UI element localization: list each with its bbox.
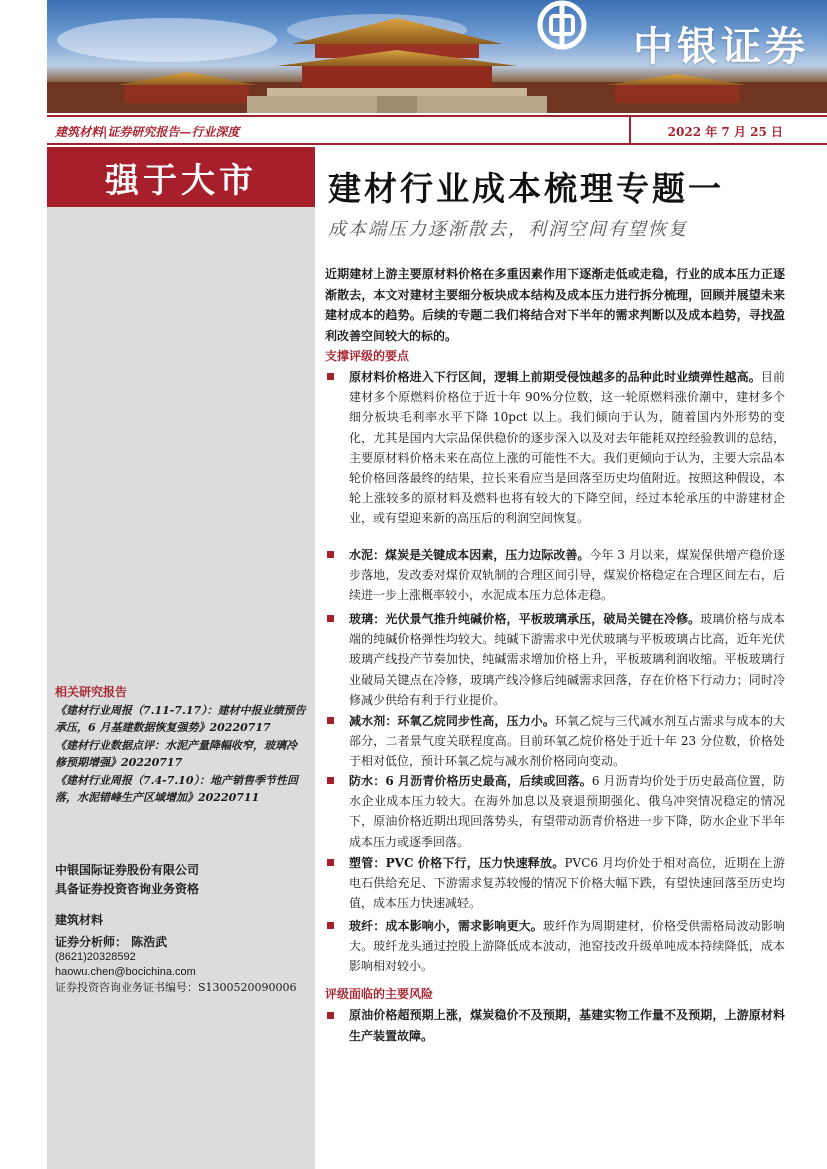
- bullet-item: [325, 545, 785, 606]
- company-info: [55, 861, 199, 899]
- boc-logo-icon: [537, 0, 587, 50]
- bullet-item: [325, 853, 785, 914]
- risk-text: 原油价格超预期上涨，煤炭稳价不及预期，基建实物工作量不及预期，上游原材料生产装置故障。: [349, 1008, 785, 1043]
- bullet-marker: [327, 922, 334, 929]
- bullet-body: 环氧乙烷与三代减水剂互占需求与成本的大部分，二者景气度关联程度高。目前环氧乙烷价格处于近十年 23 分位数，价格处于相对低位，预计环氧乙烷与减水剂价格同向变动。: [349, 714, 785, 769]
- bullet-marker: [327, 373, 334, 380]
- bullet-item: [325, 609, 785, 710]
- report-date: 2022 年 7 月 25 日: [667, 125, 783, 139]
- bullet-body: 玻纤作为周期建材，价格受供需格局波动影响大。玻纤龙头通过控股上游降低成本波动，池窑技改升级单吨成本持续降低，成本影响相对较小。: [349, 919, 785, 974]
- sector-name: 建筑材料: [55, 913, 104, 927]
- bullet-body: 玻璃价格与成本端的纯碱价格弹性均较大。纯碱下游需求中光伏玻璃与平板玻璃占比高，近年光伏玻璃产线投产节奏加快，纯碱需求增加价格上升，平板玻璃利润收缩。平板玻璃行业破局关键点在冷修，玻璃产线冷修后纯碱需求回落，存在价格下行动力；同时冷修减少供给有利于行业提价。: [349, 612, 785, 707]
- related-reports-title: 相关研究报告: [55, 685, 128, 699]
- bullet-body: PVC6 月均价处于相对高位，近期在上游电石供给充足、下游需求复苏较慢的情况下价格大幅下跌，有望快速回落至历史均值，成本压力快速减轻。: [349, 856, 785, 911]
- summary-paragraph: 近期建材上游主要原材料价格在多重因素作用下逐渐走低或走稳，行业的成本压力正逐渐散去，本文对建材主要细分板块成本结构及成本压力进行拆分梳理，回顾并展望未来建材成本的趋势。后续的专题二我们将结合对下半年的需求判断以及成本趋势，寻找盈利改善空间较大的标的。: [325, 267, 785, 343]
- bullet-lead: 玻纤：成本影响小，需求影响更大。: [349, 919, 543, 933]
- company-name: 中银国际证券股份有限公司: [55, 863, 200, 877]
- bullet-item: [325, 771, 785, 852]
- bullet-body: 6 月沥青均价处于历史最高位置，防水企业成本压力较大。在海外加息以及衰退预期强化、俄乌冲突情况稳定的情况下，原油价格近期出现回落势头，有望带动沥青价格进一步下降，防水企业下半年成本压力或逐季回落。: [349, 774, 785, 849]
- bullet-marker: [327, 551, 334, 558]
- bullet-lead: 防水：6 月沥青价格历史最高，后续或回落。: [349, 774, 592, 788]
- bullet-item: [325, 916, 785, 977]
- rating-badge: [47, 147, 315, 207]
- brand-name: 中银证券: [633, 23, 809, 70]
- bullet-lead: 水泥：煤炭是关键成本因素，压力边际改善。: [349, 548, 590, 562]
- bullet-lead: 减水剂：环氧乙烷同步性高，压力小。: [349, 714, 555, 728]
- analyst-info: [55, 912, 297, 996]
- risks-title: 评级面临的主要风险: [325, 987, 434, 1001]
- related-report-item[interactable]: 《建材行业周报（7.11-7.17）：建材中报业绩预告承压，6 月基建数据恢复强势》20220717: [55, 704, 306, 734]
- related-report-item[interactable]: 《建材行业周报（7.4-7.10）：地产销售季节性回落，水泥错峰生产区域增加》20220711: [55, 774, 298, 804]
- rating-text: 强于大市: [105, 160, 257, 201]
- bullet-lead: 塑管：PVC 价格下行，压力快速释放。: [349, 856, 565, 870]
- report-subtitle: 成本端压力逐渐散去，利润空间有望恢复: [328, 219, 688, 240]
- header-banner: [47, 0, 827, 113]
- bullet-lead: 玻璃：光伏景气推升纯碱价格，平板玻璃承压，破局关键在冷修。: [349, 612, 701, 626]
- bullet-marker: [327, 717, 334, 724]
- bullet-body: 目前建材多个原燃料价格位于近十年 90%分位数，这一轮原燃料涨价潮中，建材多个细分板块毛利率水平下降 10pct 以上。我们倾向于认为，随着国内外形势的变化，尤其是国内大宗品保供稳价的逐步深入以及对去年能耗双控经验教训的总结，主要原材料价格未来在高位上涨的可能性不大。我们更倾向于认为，主要大宗品本轮价格回落最终的结果，拉长来看应当是回落至历史均值附近。按照这种假设，本轮上涨较多的原材料及燃料也将有较大的下降空间，经过本轮承压的中游建材企业，或有望迎来新的高压后的利润空间恢复。: [349, 370, 785, 526]
- bullet-lead: 原材料价格进入下行区间，逻辑上前期受侵蚀越多的品种此时业绩弹性越高。: [349, 370, 761, 384]
- bullet-marker: [327, 859, 334, 866]
- bullet-item: [325, 367, 785, 529]
- report-category: 建筑材料|证券研究报告—行业深度: [55, 125, 240, 139]
- category-divider: [629, 117, 631, 143]
- related-report-item[interactable]: 《建材行业数据点评：水泥产量降幅收窄，玻璃冷修预期增强》20220717: [55, 739, 297, 769]
- analyst-phone: (8621)20328592: [55, 951, 136, 963]
- analyst-license: 证券投资咨询业务证书编号：S1300520090006: [55, 981, 297, 994]
- analyst-name: 证券分析师： 陈浩武: [55, 935, 168, 949]
- related-reports: [55, 684, 307, 807]
- report-title: 建材行业成本梳理专题一: [328, 169, 724, 208]
- support-points-title: 支撑评级的要点: [325, 349, 410, 363]
- bullet-item: [325, 711, 785, 772]
- analyst-email[interactable]: haowu.chen@bocichina.com: [55, 966, 196, 978]
- risk-item: [325, 1005, 785, 1047]
- sidebar: [47, 147, 315, 1169]
- brand-logo: [537, 0, 827, 86]
- bullet-body: 今年 3 月以来，煤炭保供增产稳价逐步落地，发改委对煤价双轨制的合理区间引导，煤炭价格稳定在合理区间左右，后续进一步上涨概率较小，水泥成本压力总体走稳。: [349, 548, 785, 603]
- category-bar: [47, 115, 827, 145]
- bullet-marker: [327, 615, 334, 622]
- bullet-marker: [327, 1012, 334, 1019]
- company-qualification: 具备证券投资咨询业务资格: [55, 882, 200, 896]
- bullet-marker: [327, 777, 334, 784]
